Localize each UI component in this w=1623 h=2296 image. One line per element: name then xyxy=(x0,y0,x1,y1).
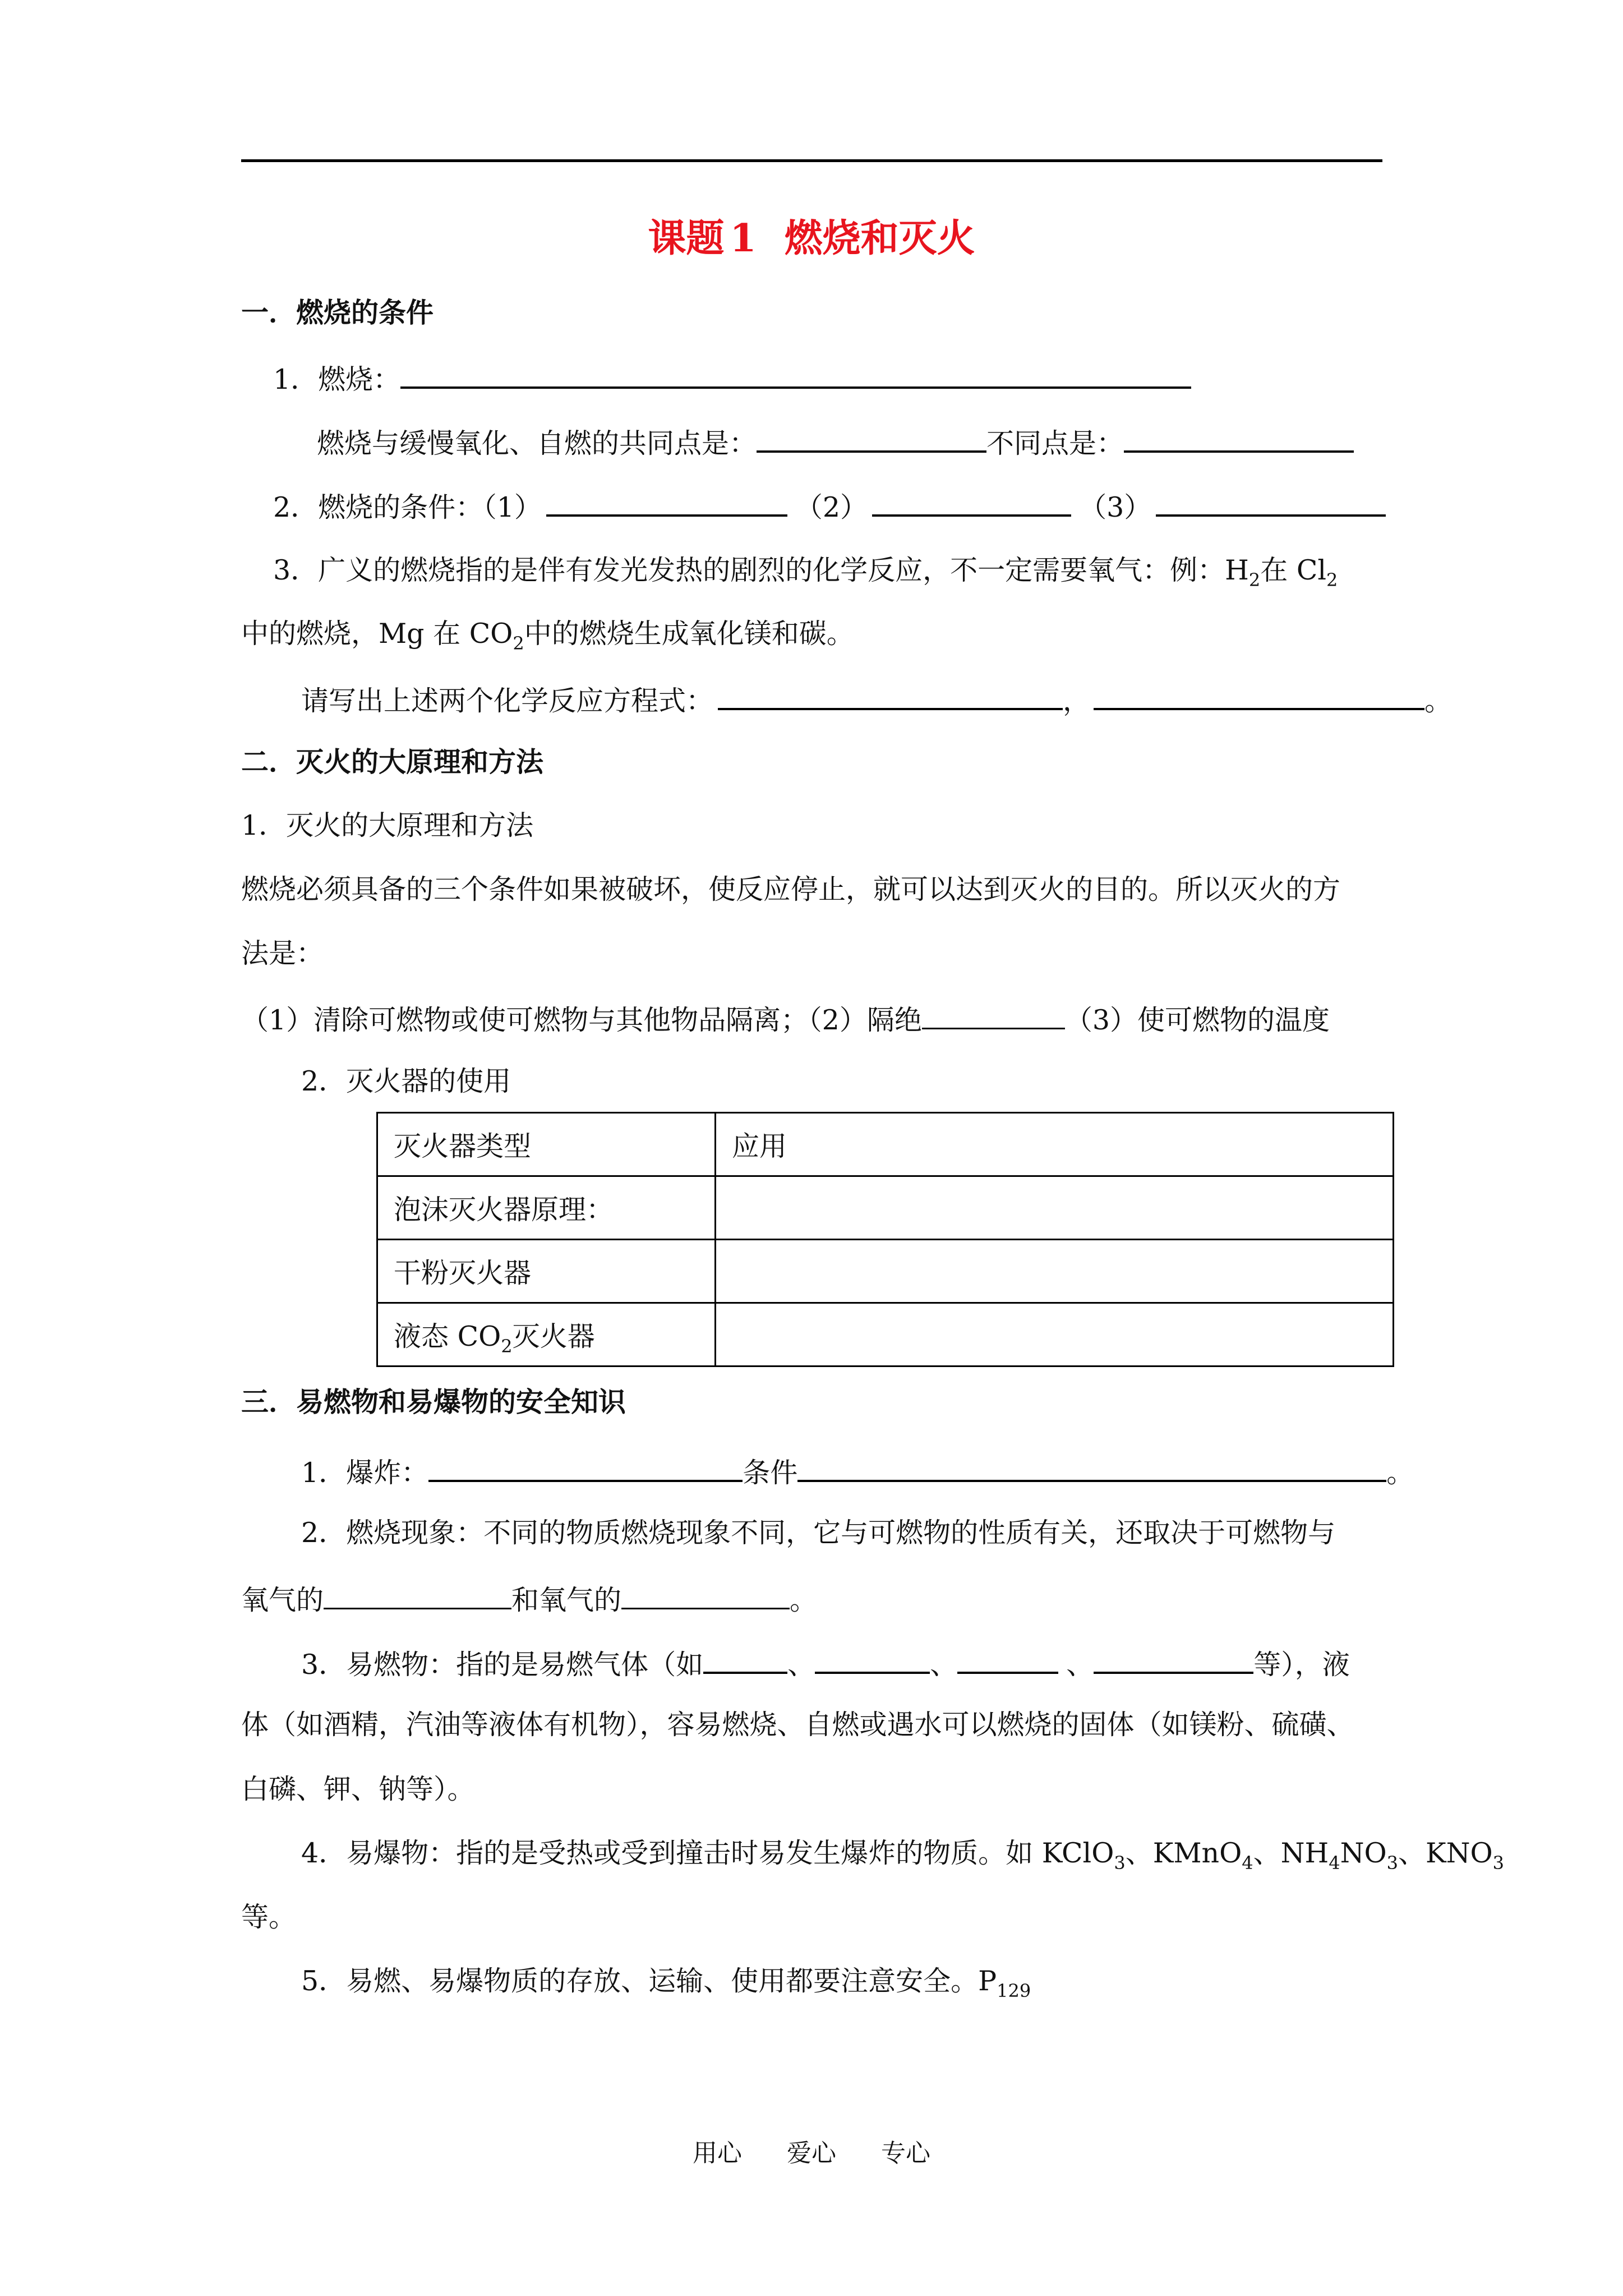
footer-word: 爱心 xyxy=(787,2139,836,2168)
page-footer xyxy=(0,2133,1623,2169)
s3-item3-text-a: 3．易燃物：指的是易燃气体（如 xyxy=(301,1649,704,1681)
s1-item2 xyxy=(273,487,1386,524)
table-cell-answer-powder[interactable] xyxy=(716,1240,1394,1303)
subscript: 4 xyxy=(1242,1852,1253,1874)
s1-item3-text-d: 中的燃烧生成氧化镁和碳。 xyxy=(524,618,854,650)
s1-equation-label: 请写出上述两个化学反应方程式： xyxy=(301,685,714,717)
footer-word: 专心 xyxy=(881,2139,930,2168)
s1-item3-text-a: 3．广义的燃烧指的是伴有发光发热的剧烈的化学反应，不一定需要氧气：例：H xyxy=(273,554,1249,586)
fill-blank-equation-1[interactable] xyxy=(718,681,1063,710)
comma: ， xyxy=(1063,685,1091,717)
s3-item1-label: 1．爆炸： xyxy=(301,1457,429,1489)
page-title xyxy=(0,216,1623,261)
period: 。 xyxy=(1386,1457,1414,1489)
section2-heading: 二．灭火的大原理和方法 xyxy=(241,746,544,778)
s3-item3-line2: 体（如酒精，汽油等液体有机物），容易燃烧、自燃或遇水可以燃烧的固体（如镁粉、硫磺、 xyxy=(241,1709,1354,1741)
subscript: 2 xyxy=(501,1336,513,1357)
s3-item2-line1: 2．燃烧现象：不同的物质燃烧现象不同，它与可燃物的性质有关，还取决于可燃物与 xyxy=(301,1517,1336,1549)
s3-item1 xyxy=(301,1453,1414,1490)
fill-blank-oxygen-1[interactable] xyxy=(324,1581,511,1609)
s1-item3-text-c: 中的燃烧，Mg 在 CO xyxy=(241,618,513,650)
fill-blank-condition-1[interactable] xyxy=(546,487,787,517)
separator: 、 xyxy=(787,1649,815,1681)
separator: 、 xyxy=(930,1649,958,1681)
s1-item3-line1 xyxy=(273,554,1338,591)
s3-item4-text-d: NO xyxy=(1340,1837,1387,1869)
s2-para-line1: 燃烧必须具备的三个条件如果被破坏，使反应停止，就可以达到灭火的目的。所以灭火的方 xyxy=(241,873,1341,905)
fill-blank-isolate[interactable] xyxy=(922,1001,1065,1029)
subscript: 2 xyxy=(513,633,524,654)
s1-cond1-label: （1） xyxy=(483,491,542,523)
s3-item3-line3: 白磷、钾、钠等）。 xyxy=(241,1773,475,1805)
s3-item2-text-b: 和氧气的 xyxy=(511,1584,622,1616)
s1-item1-sub xyxy=(317,424,1354,461)
s2-methods-text-b: （3）使可燃物的温度 xyxy=(1064,1004,1330,1036)
s1-item1 xyxy=(273,360,1191,397)
s3-item4-line1 xyxy=(301,1837,1505,1874)
subscript: 4 xyxy=(1329,1852,1340,1874)
subscript: 3 xyxy=(1492,1852,1505,1874)
s3-item5-text: 5．易燃、易爆物质的存放、运输、使用都要注意安全。P xyxy=(301,1965,997,1997)
fill-blank-gas-3[interactable] xyxy=(957,1645,1058,1674)
s3-item4-text-a: 4．易爆物：指的是受热或受到撞击时易发生爆炸的物质。如 KClO xyxy=(301,1837,1114,1869)
s3-item4-text-e: 、KNO xyxy=(1398,1837,1493,1869)
subscript: 3 xyxy=(1386,1852,1398,1874)
fill-blank-condition-2[interactable] xyxy=(872,487,1071,517)
s1-common-label: 燃烧与缓慢氧化、自燃的共同点是： xyxy=(317,427,757,459)
table-row xyxy=(377,1113,1394,1176)
table-cell-foam: 泡沫灭火器原理： xyxy=(377,1176,716,1240)
s3-item3-line1 xyxy=(301,1645,1350,1682)
s1-item2-label: 2．燃烧的条件： xyxy=(273,491,483,523)
subscript: 2 xyxy=(1248,569,1261,591)
separator: 、 xyxy=(1066,1649,1094,1681)
s2-methods xyxy=(241,1001,1382,1037)
fill-blank-gas-1[interactable] xyxy=(703,1645,787,1674)
table-cell-co2 xyxy=(377,1303,716,1366)
s3-item2-text-a: 氧气的 xyxy=(241,1584,324,1616)
s2-para-line2: 法是： xyxy=(241,937,324,969)
s3-item3-text-b: 等），液 xyxy=(1253,1649,1350,1681)
table-cell-answer-co2[interactable] xyxy=(716,1303,1394,1366)
subscript: 2 xyxy=(1326,569,1338,591)
table-cell-answer-foam[interactable] xyxy=(716,1176,1394,1240)
fill-blank-gas-2[interactable] xyxy=(815,1645,930,1674)
extinguisher-table xyxy=(376,1112,1394,1367)
subscript: 129 xyxy=(997,1980,1031,2001)
title-number: 1 xyxy=(730,216,757,261)
s3-item5 xyxy=(301,1964,1031,2001)
fill-blank-combustion-definition[interactable] xyxy=(400,360,1191,389)
footer-word: 用心 xyxy=(693,2139,742,2168)
s1-difference-label: 不同点是： xyxy=(986,427,1124,459)
fill-blank-oxygen-2[interactable] xyxy=(621,1581,790,1609)
section1-heading: 一．燃烧的条件 xyxy=(241,296,434,329)
table-header-type: 灭火器类型 xyxy=(377,1113,716,1176)
s2-methods-text-a: （1）清除可燃物或使可燃物与其他物品隔离；（2）隔绝 xyxy=(241,1004,922,1036)
period: 。 xyxy=(1424,685,1453,717)
s3-item2-line2 xyxy=(241,1581,817,1617)
co2-text-b: 灭火器 xyxy=(512,1320,595,1352)
table-row xyxy=(377,1176,1394,1240)
table-header-application: 应用 xyxy=(716,1113,1394,1176)
s3-item4-text-c: 、NH xyxy=(1253,1837,1329,1869)
table-row xyxy=(377,1303,1394,1366)
s1-item3-text-b: 在 Cl xyxy=(1260,554,1327,586)
s1-item1-label: 1．燃烧： xyxy=(273,364,401,395)
period: 。 xyxy=(790,1584,818,1616)
fill-blank-explosion-condition[interactable] xyxy=(797,1453,1386,1482)
s1-cond3-label: （3） xyxy=(1079,491,1152,523)
s1-item3-line2 xyxy=(241,617,854,654)
fill-blank-explosion[interactable] xyxy=(428,1453,743,1482)
s1-cond2-label: （2） xyxy=(795,491,868,523)
s3-condition-label: 条件 xyxy=(743,1457,798,1489)
subscript: 3 xyxy=(1114,1852,1126,1874)
title-text: 燃烧和灭火 xyxy=(784,216,975,261)
s2-item2-label: 2．灭火器的使用 xyxy=(301,1065,511,1097)
s1-item3-prompt xyxy=(301,681,1452,718)
s3-item4-text-b: 、KMnO xyxy=(1125,1837,1242,1869)
title-prefix: 课题 xyxy=(648,216,725,261)
fill-blank-common-point[interactable] xyxy=(757,424,986,453)
header-rule xyxy=(241,159,1382,162)
section3-heading: 三．易燃物和易爆物的安全知识 xyxy=(241,1386,626,1418)
table-row xyxy=(377,1240,1394,1303)
fill-blank-equation-2[interactable] xyxy=(1094,681,1424,710)
fill-blank-gas-4[interactable] xyxy=(1094,1645,1253,1674)
fill-blank-condition-3[interactable] xyxy=(1156,487,1386,517)
s2-item1-label: 1．灭火的大原理和方法 xyxy=(241,809,534,841)
fill-blank-difference[interactable] xyxy=(1124,424,1354,453)
table-cell-powder: 干粉灭火器 xyxy=(377,1240,716,1303)
s3-item4-line2: 等。 xyxy=(241,1901,297,1933)
co2-text-a: 液态 CO xyxy=(394,1320,501,1352)
